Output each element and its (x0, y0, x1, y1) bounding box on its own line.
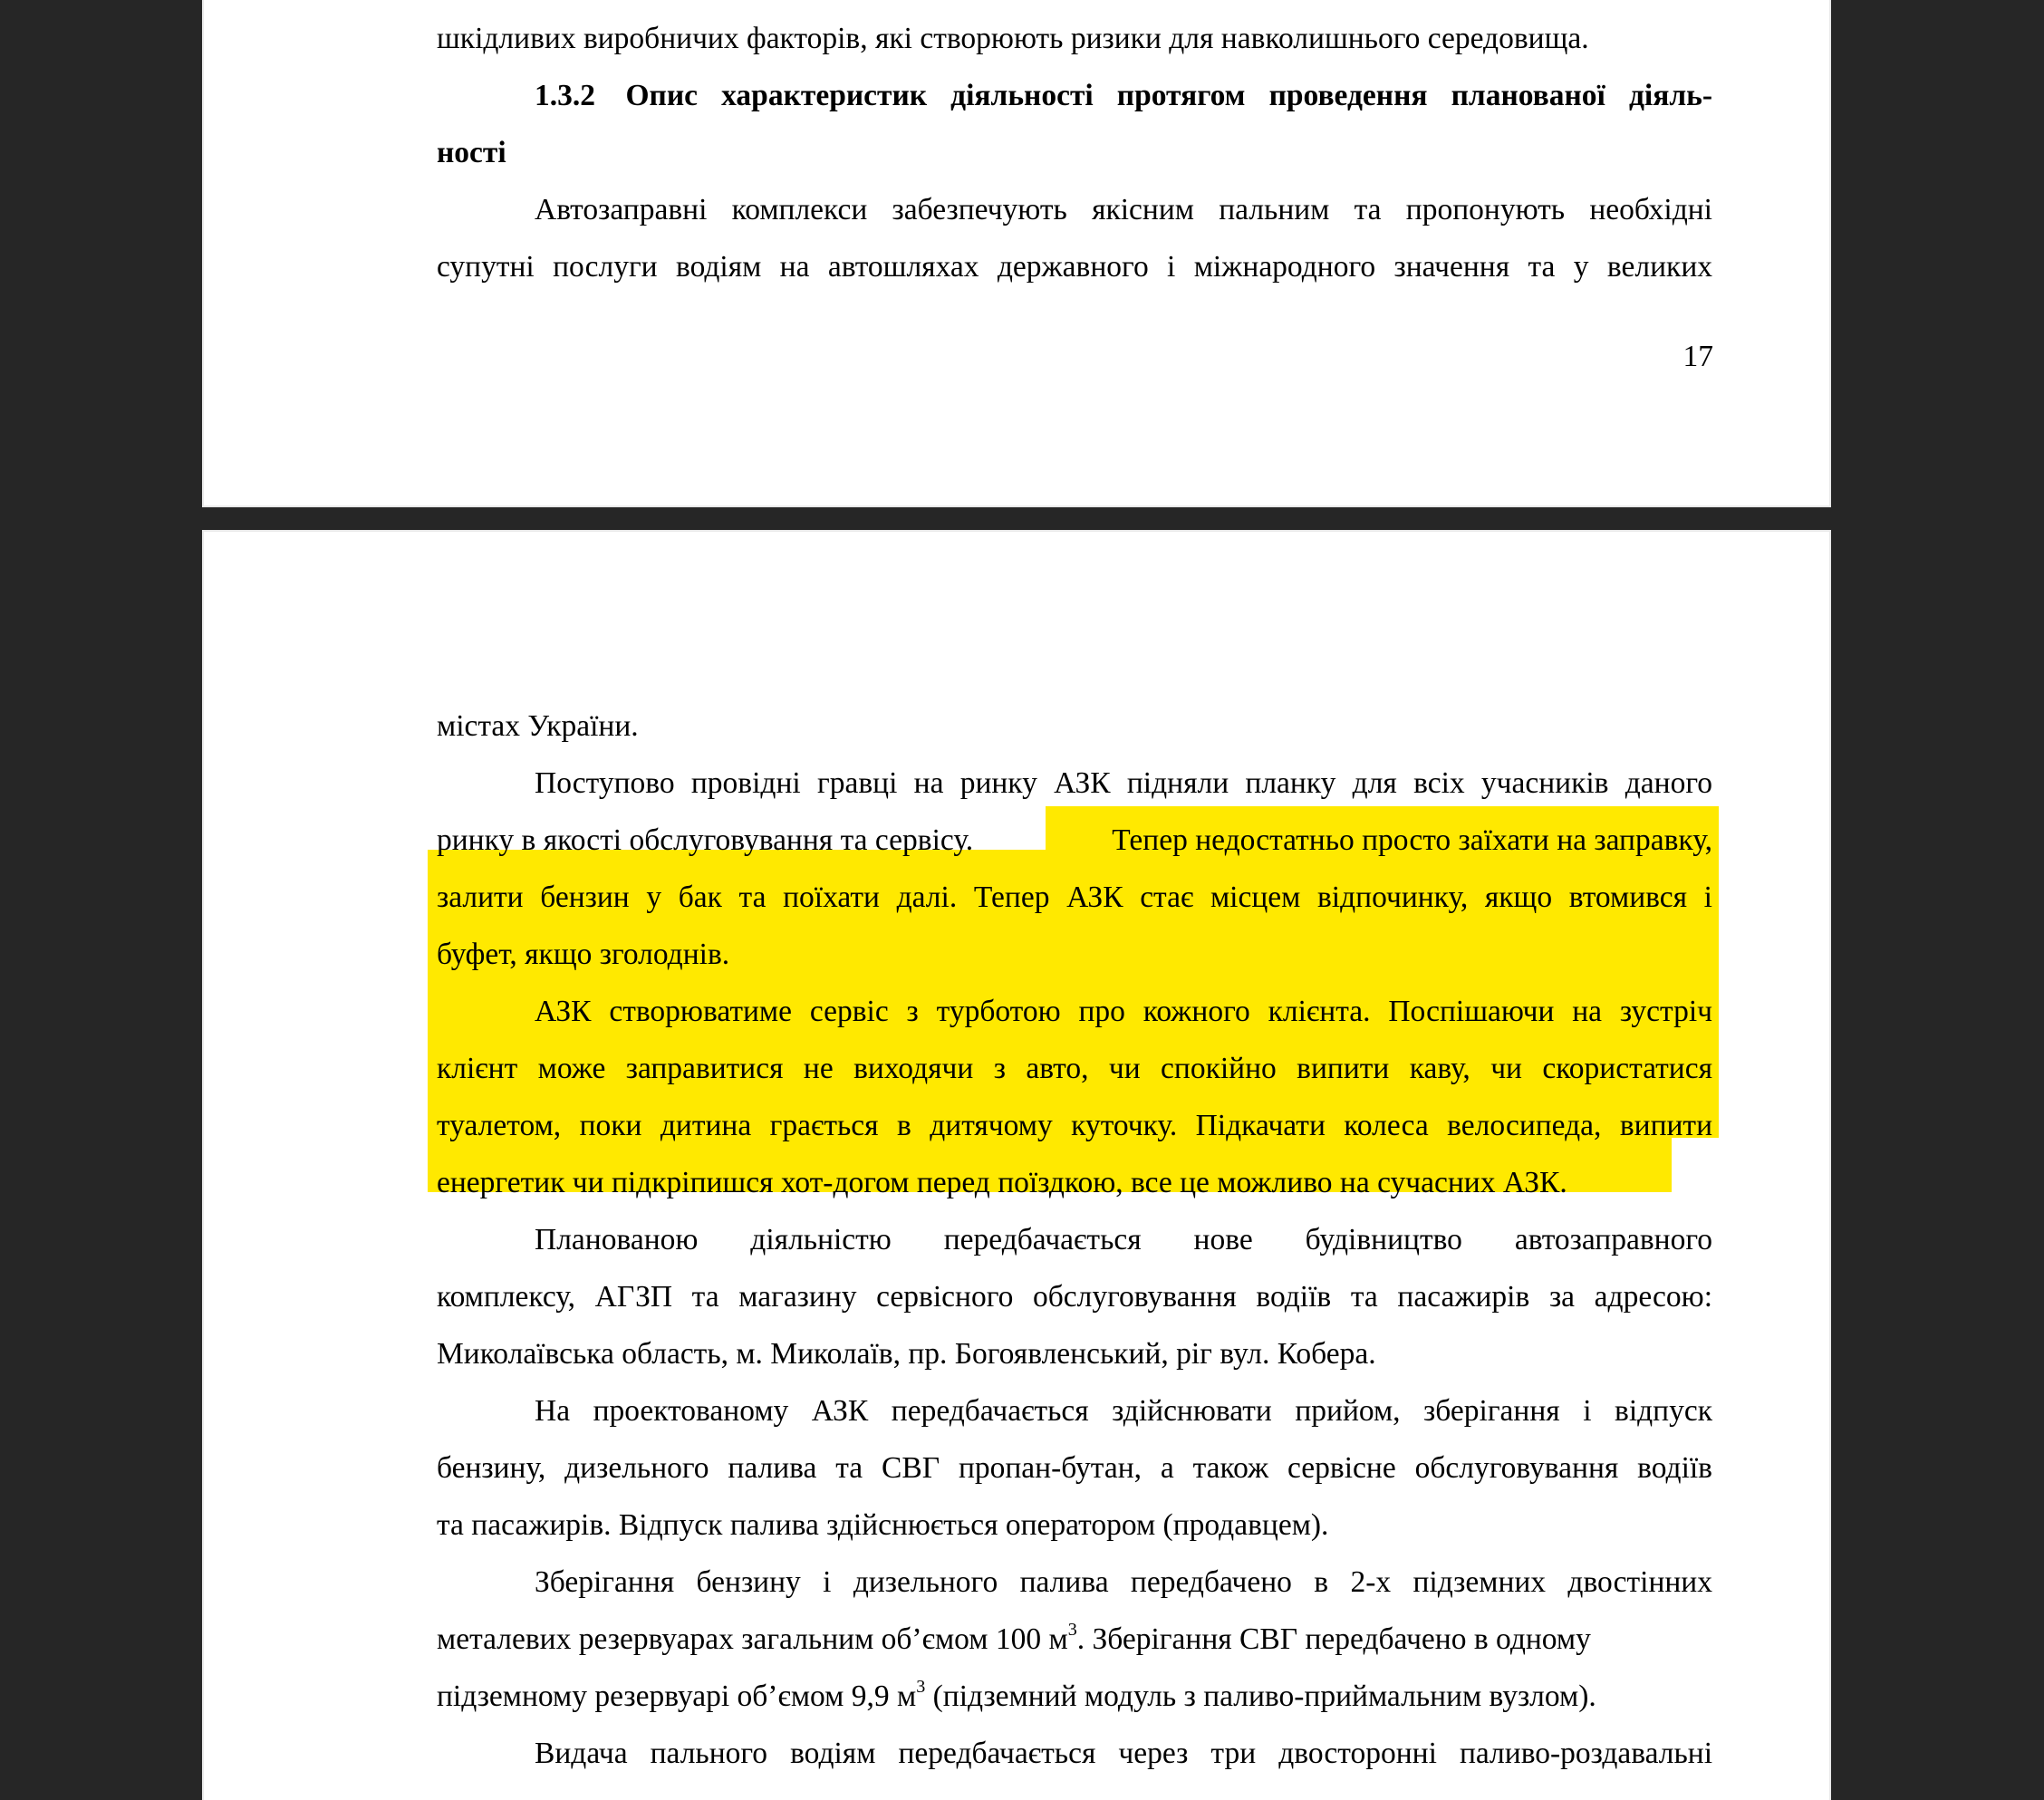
text-segment: . Зберігання СВГ передбачено в одному (1076, 1622, 1591, 1656)
text-line (437, 1619, 1712, 1658)
superscript: 3 (916, 1676, 926, 1697)
text-segment: підземному резервуарі об’ємом 9,9 м (437, 1680, 917, 1713)
text-line: шкідливих виробничих факторів, які створюють ризики для навколишнього середовища. (437, 22, 1589, 55)
highlighted-text: буфет, якщо зголоднів. (437, 938, 730, 971)
section-heading: 1.3.2 Опис характеристик діяльності протягом проведення планованої діяль- (535, 79, 1712, 112)
text-line (437, 823, 1712, 859)
highlighted-text: клієнт може заправитися не виходячи з авто, чи спокійно випити каву, чи скористатися (437, 1052, 1712, 1085)
text-line: містах України. (437, 709, 639, 743)
highlighted-text: туалетом, поки дитина грається в дитячому куточку. Підкачати колеса велосипеда, випити (437, 1109, 1712, 1142)
superscript: 3 (1067, 1619, 1077, 1640)
text-line: Поступово провідні гравці на ринку АЗК підняли планку для всіх учасників даного (535, 766, 1712, 800)
text-segment: ринку в якості обслуговування та сервісу. (437, 823, 974, 857)
text-line: бензину, дизельного палива та СВГ пропан-бутан, а також сервісне обслуговування водіїв (437, 1451, 1712, 1485)
text-line: На проектованому АЗК передбачається здійснювати прийом, зберігання і відпуск (535, 1394, 1712, 1428)
text-segment (437, 1619, 1591, 1658)
text-line: супутні послуги водіям на автошляхах державного і міжнародного значення та у великих (437, 250, 1712, 284)
text-line: Видача пального водіям передбачається через три двосторонні паливо-роздавальні (535, 1737, 1712, 1770)
text-line: та пасажирів. Відпуск палива здійснюється оператором (продавцем). (437, 1508, 1329, 1542)
document-page-17 (204, 0, 1829, 505)
highlighted-text: АЗК створюватиме сервіс з турботою про кожного клієнта. Поспішаючи на зустріч (535, 995, 1712, 1028)
document-page-18 (204, 532, 1829, 1800)
text-line: комплексу, АГЗП та магазину сервісного обслуговування водіїв та пасажирів за адресою: (437, 1280, 1712, 1314)
page-number: 17 (1682, 340, 1713, 373)
text-line (437, 1676, 1712, 1715)
highlighted-text: енергетик чи підкріпишся хот-догом перед поїздкою, все це можливо на сучасних АЗК. (437, 1166, 1567, 1199)
text-segment: металевих резервуарах загальним об’ємом 100 м (437, 1622, 1068, 1656)
text-segment: (підземний модуль з паливо-приймальним вузлом). (925, 1680, 1596, 1713)
text-line: Зберігання бензину і дизельного палива передбачено в 2-х підземних двостінних (535, 1565, 1712, 1599)
text-line: Планованою діяльністю передбачається нове будівництво автозаправного (535, 1223, 1712, 1256)
text-line: Миколаївська область, м. Миколаїв, пр. Богоявленський, ріг вул. Кобера. (437, 1337, 1376, 1371)
text-line: Автозаправні комплекси забезпечують якісним пальним та пропонують необхідні (535, 193, 1712, 226)
highlighted-text: Тепер недостатньо просто заїхати на заправку, (1112, 823, 1712, 857)
section-heading-continuation: ності (437, 136, 506, 169)
highlighted-text: залити бензин у бак та поїхати далі. Тепер АЗК стає місцем відпочинку, якщо втомився і (437, 881, 1712, 914)
